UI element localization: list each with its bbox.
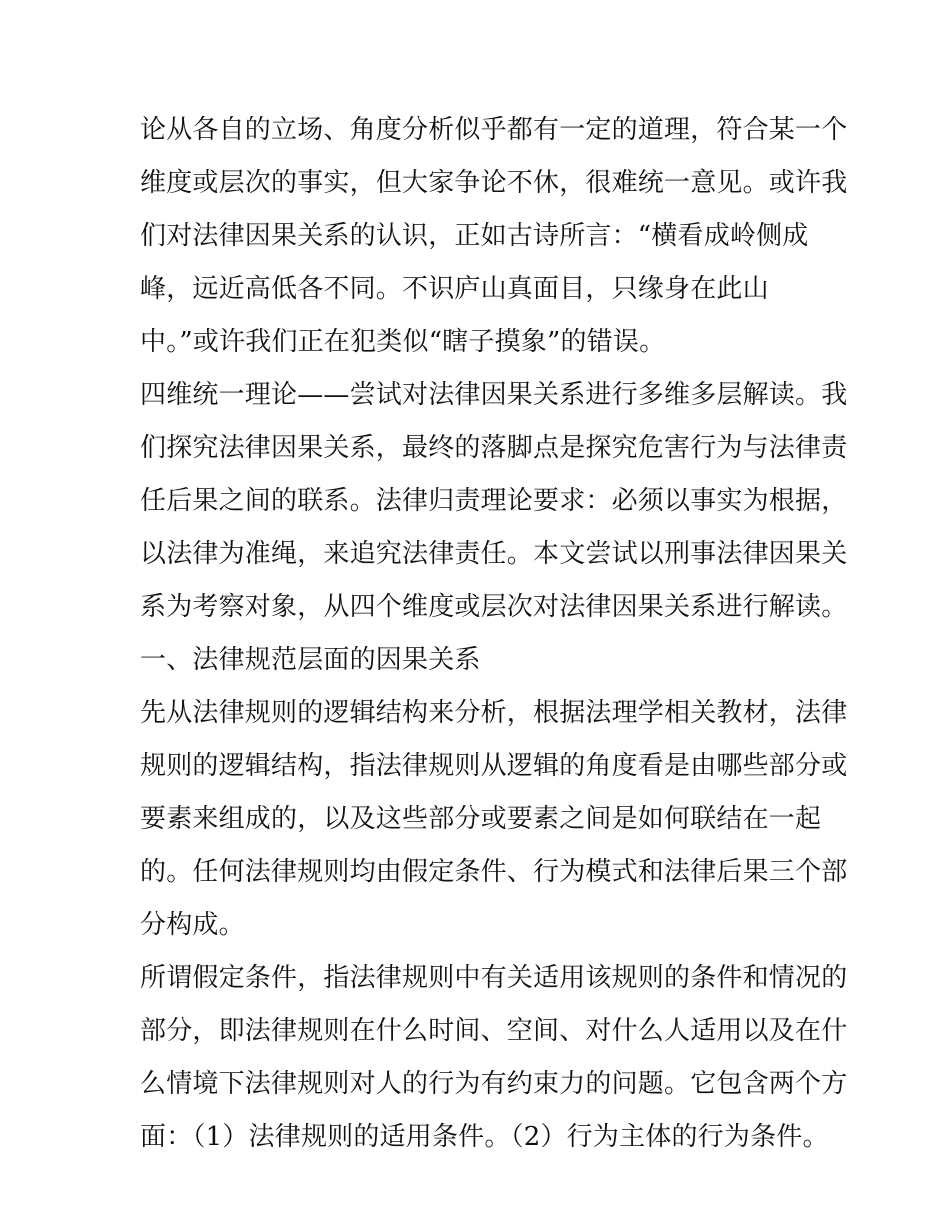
document-body: [140, 104, 848, 1164]
text-line: 峰，远近高低各不同。不识庐山真面目，只缘身在此山: [140, 274, 769, 304]
text-line: 规则的逻辑结构，指法律规则从逻辑的角度看是由哪些部分或: [140, 751, 848, 781]
text-line: 任后果之间的联系。法律归责理论要求：必须以事实为根据，: [140, 486, 848, 516]
text-line: 面：（1）法律规则的适用条件。（2）行为主体的行为条件。: [140, 1122, 829, 1152]
text-line: 们对法律因果关系的认识，正如古诗所言：“横看成岭侧成: [140, 221, 809, 251]
text-line: 四维统一理论——尝试对法律因果关系进行多维多层解读。我: [140, 380, 848, 410]
text-line: 维度或层次的事实，但大家争论不休，很难统一意见。或许我: [140, 168, 848, 198]
section-heading: 一、法律规范层面的因果关系: [140, 645, 481, 675]
text-line: 要素来组成的，以及这些部分或要素之间是如何联结在一起: [140, 804, 822, 834]
text-line: 部分，即法律规则在什么时间、空间、对什么人适用以及在什: [140, 1016, 848, 1046]
text-line: 分构成。: [140, 910, 245, 940]
text-line: 所谓假定条件，指法律规则中有关适用该规则的条件和情况的: [140, 963, 848, 993]
text-line: 中。”或许我们正在犯类似“瞎子摸象”的错误。: [140, 327, 666, 357]
text-line: 先从法律规则的逻辑结构来分析，根据法理学相关教材，法律: [140, 698, 848, 728]
text-line: 们探究法律因果关系，最终的落脚点是探究危害行为与法律责: [140, 433, 848, 463]
text-line: 以法律为准绳，来追究法律责任。本文尝试以刑事法律因果关: [140, 539, 848, 569]
text-line: 么情境下法律规则对人的行为有约束力的问题。它包含两个方: [140, 1069, 848, 1099]
text-line: 论从各自的立场、角度分析似乎都有一定的道理，符合某一个: [140, 115, 848, 145]
text-line: 的。任何法律规则均由假定条件、行为模式和法律后果三个部: [140, 857, 848, 887]
text-line: 系为考察对象，从四个维度或层次对法律因果关系进行解读。: [140, 592, 848, 622]
